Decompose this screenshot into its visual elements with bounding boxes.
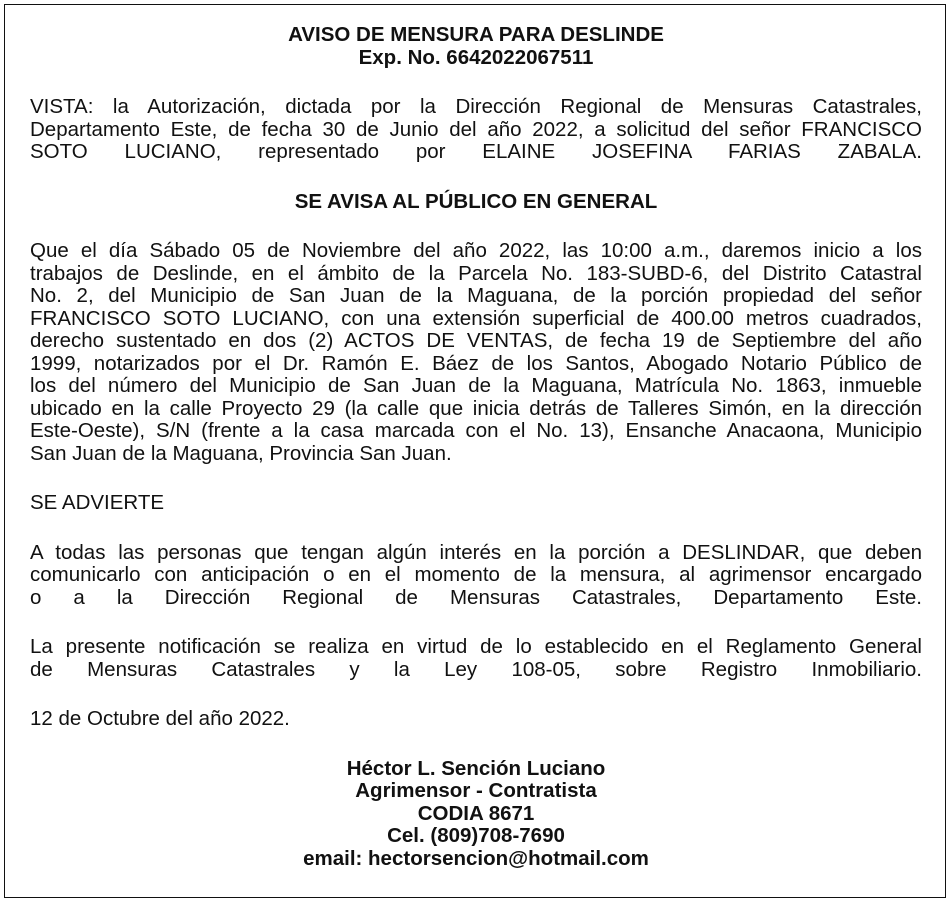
vista-line: Departamento Este, de fecha 30 de Junio del año 2022, a solicitud del señor FRANCISCO (30, 117, 922, 141)
signer-name: Héctor L. Sención Luciano (346, 756, 606, 780)
body-paragraph (30, 240, 922, 465)
advierte-line: comunicarlo con anticipación o en el momento de la mensura, al agrimensor encargado (30, 563, 922, 586)
signer-role: Agrimensor - Contratista (355, 779, 597, 802)
body-line: derecho sustentado en dos (2) ACTOS DE VENTAS, de fecha 19 de Septiembre del año (30, 329, 922, 352)
vista-line: SOTO LUCIANO, representado por ELAINE JOSEFINA FARIAS ZABALA. (30, 140, 922, 163)
signature-block (30, 758, 922, 871)
notice-date: 12 de Octubre del año 2022. (30, 707, 290, 730)
body-line: los del número del Municipio de San Juan de la Maguana, Matrícula No. 1863, inmueble (30, 374, 922, 397)
notificacion-line: de Mensuras Catastrales y la Ley 108-05, sobre Registro Inmobiliario. (30, 657, 922, 681)
advierte-line: o a la Dirección Regional de Mensuras Catastrales, Departamento Este. (30, 585, 922, 609)
notice-content (30, 24, 922, 870)
advierte-heading: SE ADVIERTE (30, 491, 165, 514)
notificacion-line: La presente notificación se realiza en virtud de lo establecido en el Reglamento General (30, 635, 922, 658)
body-line: No. 2, del Municipio de San Juan de la Maguana, de la porción propiedad del señor (30, 284, 922, 307)
notificacion-paragraph (30, 636, 922, 681)
signer-email: email: hectorsencion@hotmail.com (303, 846, 649, 870)
body-line: trabajos de Deslinde, en el ámbito de la Parcela No. 183-SUBD-6, del Distrito Catastral (30, 261, 922, 285)
body-line: Que el día Sábado 05 de Noviembre del año 2022, las 10:00 a.m., daremos inicio a los (30, 239, 922, 262)
advierte-paragraph (30, 542, 922, 610)
body-line: FRANCISCO SOTO LUCIANO, con una extensión superficial de 400.00 metros cuadrados, (30, 306, 922, 330)
body-line: San Juan de la Maguana, Provincia San Juan. (30, 441, 452, 465)
advierte-line: A todas las personas que tengan algún interés en la porción a DESLINDAR, que deben (30, 540, 922, 564)
vista-line: VISTA: la Autorización, dictada por la Dirección Regional de Mensuras Catastrales, (30, 95, 922, 118)
aviso-heading: SE AVISA AL PÚBLICO EN GENERAL (294, 189, 658, 213)
notice-title: AVISO DE MENSURA PARA DESLINDE (288, 23, 664, 46)
vista-paragraph (30, 96, 922, 164)
signer-phone: Cel. (809)708-7690 (387, 824, 565, 847)
body-line: Este-Oeste), S/N (frente a la casa marcada con el No. 13), Ensanche Anacaona, Municipio (30, 419, 922, 442)
expedient-number: Exp. No. 6642022067511 (358, 45, 594, 69)
body-line: ubicado en la calle Proyecto 29 (la calle que inicia detrás de Talleres Simón, en la dirección (30, 396, 922, 420)
signer-codia: CODIA 8671 (417, 801, 535, 825)
body-line: 1999, notarizados por el Dr. Ramón E. Báez de los Santos, Abogado Notario Público de (30, 351, 922, 375)
